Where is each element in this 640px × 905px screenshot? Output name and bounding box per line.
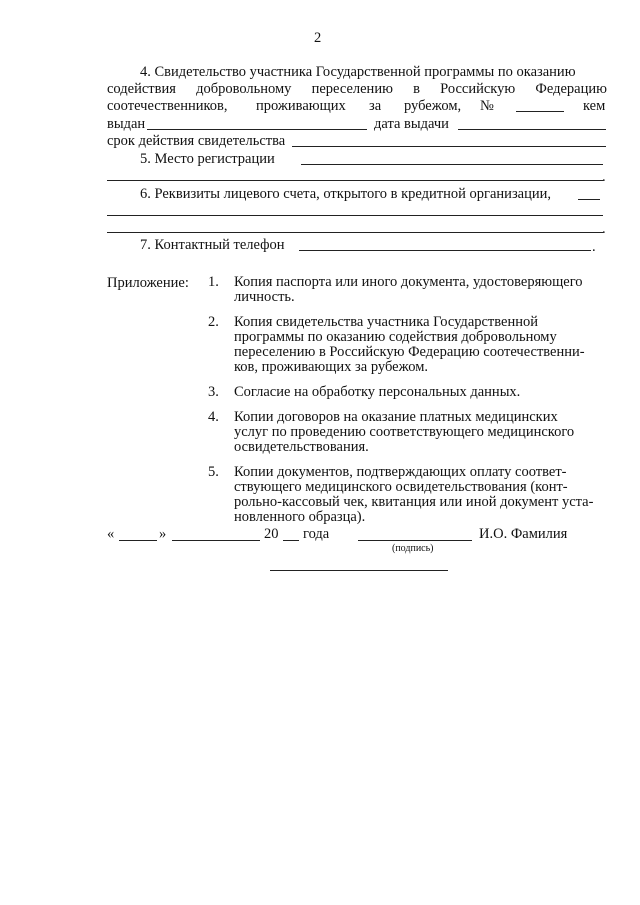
attachment-item: 5. Копии документов, подтверждающих оплату соответ- ствующего медицинского освидетельствования (конт- рольно-кассовый чек, квитанция или иной документ уста- новленного образца). <box>208 464 594 525</box>
item4-number-sign: № <box>480 98 494 114</box>
account-label: 6. Реквизиты лицевого счета, открытого в кредитной организации, <box>140 186 552 202</box>
item4-line3-word1: соотечественников, <box>107 98 228 114</box>
attachments-label: Приложение: <box>107 275 189 291</box>
issue-date-label: дата выдачи <box>374 116 449 132</box>
date-year-field[interactable] <box>283 540 299 541</box>
phone-field[interactable] <box>299 250 591 251</box>
registration-field-2[interactable] <box>107 180 603 181</box>
date-year-suffix: года <box>303 526 330 542</box>
validity-field[interactable] <box>292 146 606 147</box>
issued-by-field[interactable] <box>147 129 367 130</box>
attachments-list <box>208 275 608 535</box>
attachment-item: 2. Копия свидетельства участника Государственной программы по оказанию содействия добровольному переселению в Российскую Федерацию соотечественни- ков, проживающих за рубежом. <box>208 314 585 375</box>
phone-period: . <box>592 239 596 255</box>
attachment-item: 4. Копии договоров на оказание платных медицинских услуг по проведению соответствующего медицинского освидетельствования. <box>208 409 575 455</box>
account-period: . <box>602 221 606 237</box>
signature-field[interactable] <box>358 540 472 541</box>
closing-rule <box>270 570 448 571</box>
attachment-item: 1. Копия паспорта или иного документа, удостоверяющего личность. <box>208 274 583 305</box>
date-month-field[interactable] <box>172 540 260 541</box>
phone-label: 7. Контактный телефон <box>140 237 285 253</box>
item4-line1: 4. Свидетельство участника Государственной программы по оказанию <box>140 64 576 80</box>
page-number: 2 <box>314 30 322 46</box>
signature-caption: (подпись) <box>392 543 434 554</box>
signer-name: И.О. Фамилия <box>479 526 568 542</box>
item4-line3-word4: рубежом, <box>404 98 462 114</box>
item4-line3-word3: за <box>369 98 382 114</box>
item4-line3-word6: кем <box>583 98 606 114</box>
registration-field-1[interactable] <box>301 164 603 165</box>
attachment-item: 3. Согласие на обработку персональных данных. <box>208 384 521 400</box>
account-field-2[interactable] <box>107 215 603 216</box>
date-day-field[interactable] <box>119 540 157 541</box>
issue-date-field[interactable] <box>458 129 606 130</box>
date-close-quote: » <box>159 526 167 542</box>
account-field-3[interactable] <box>107 232 603 233</box>
item4-line3-word2: проживающих <box>256 98 346 114</box>
certificate-number-field[interactable] <box>516 111 564 112</box>
date-open-quote: « <box>107 526 115 542</box>
issued-by-label: выдан <box>107 116 146 132</box>
account-field-1[interactable] <box>578 199 600 200</box>
registration-period: . <box>602 169 606 185</box>
registration-label: 5. Место регистрации <box>140 151 275 167</box>
date-year-prefix: 20 <box>264 526 279 542</box>
validity-label: срок действия свидетельства <box>107 133 286 149</box>
item4-line2: содействия добровольному переселению в Российскую Федерацию <box>107 81 607 97</box>
